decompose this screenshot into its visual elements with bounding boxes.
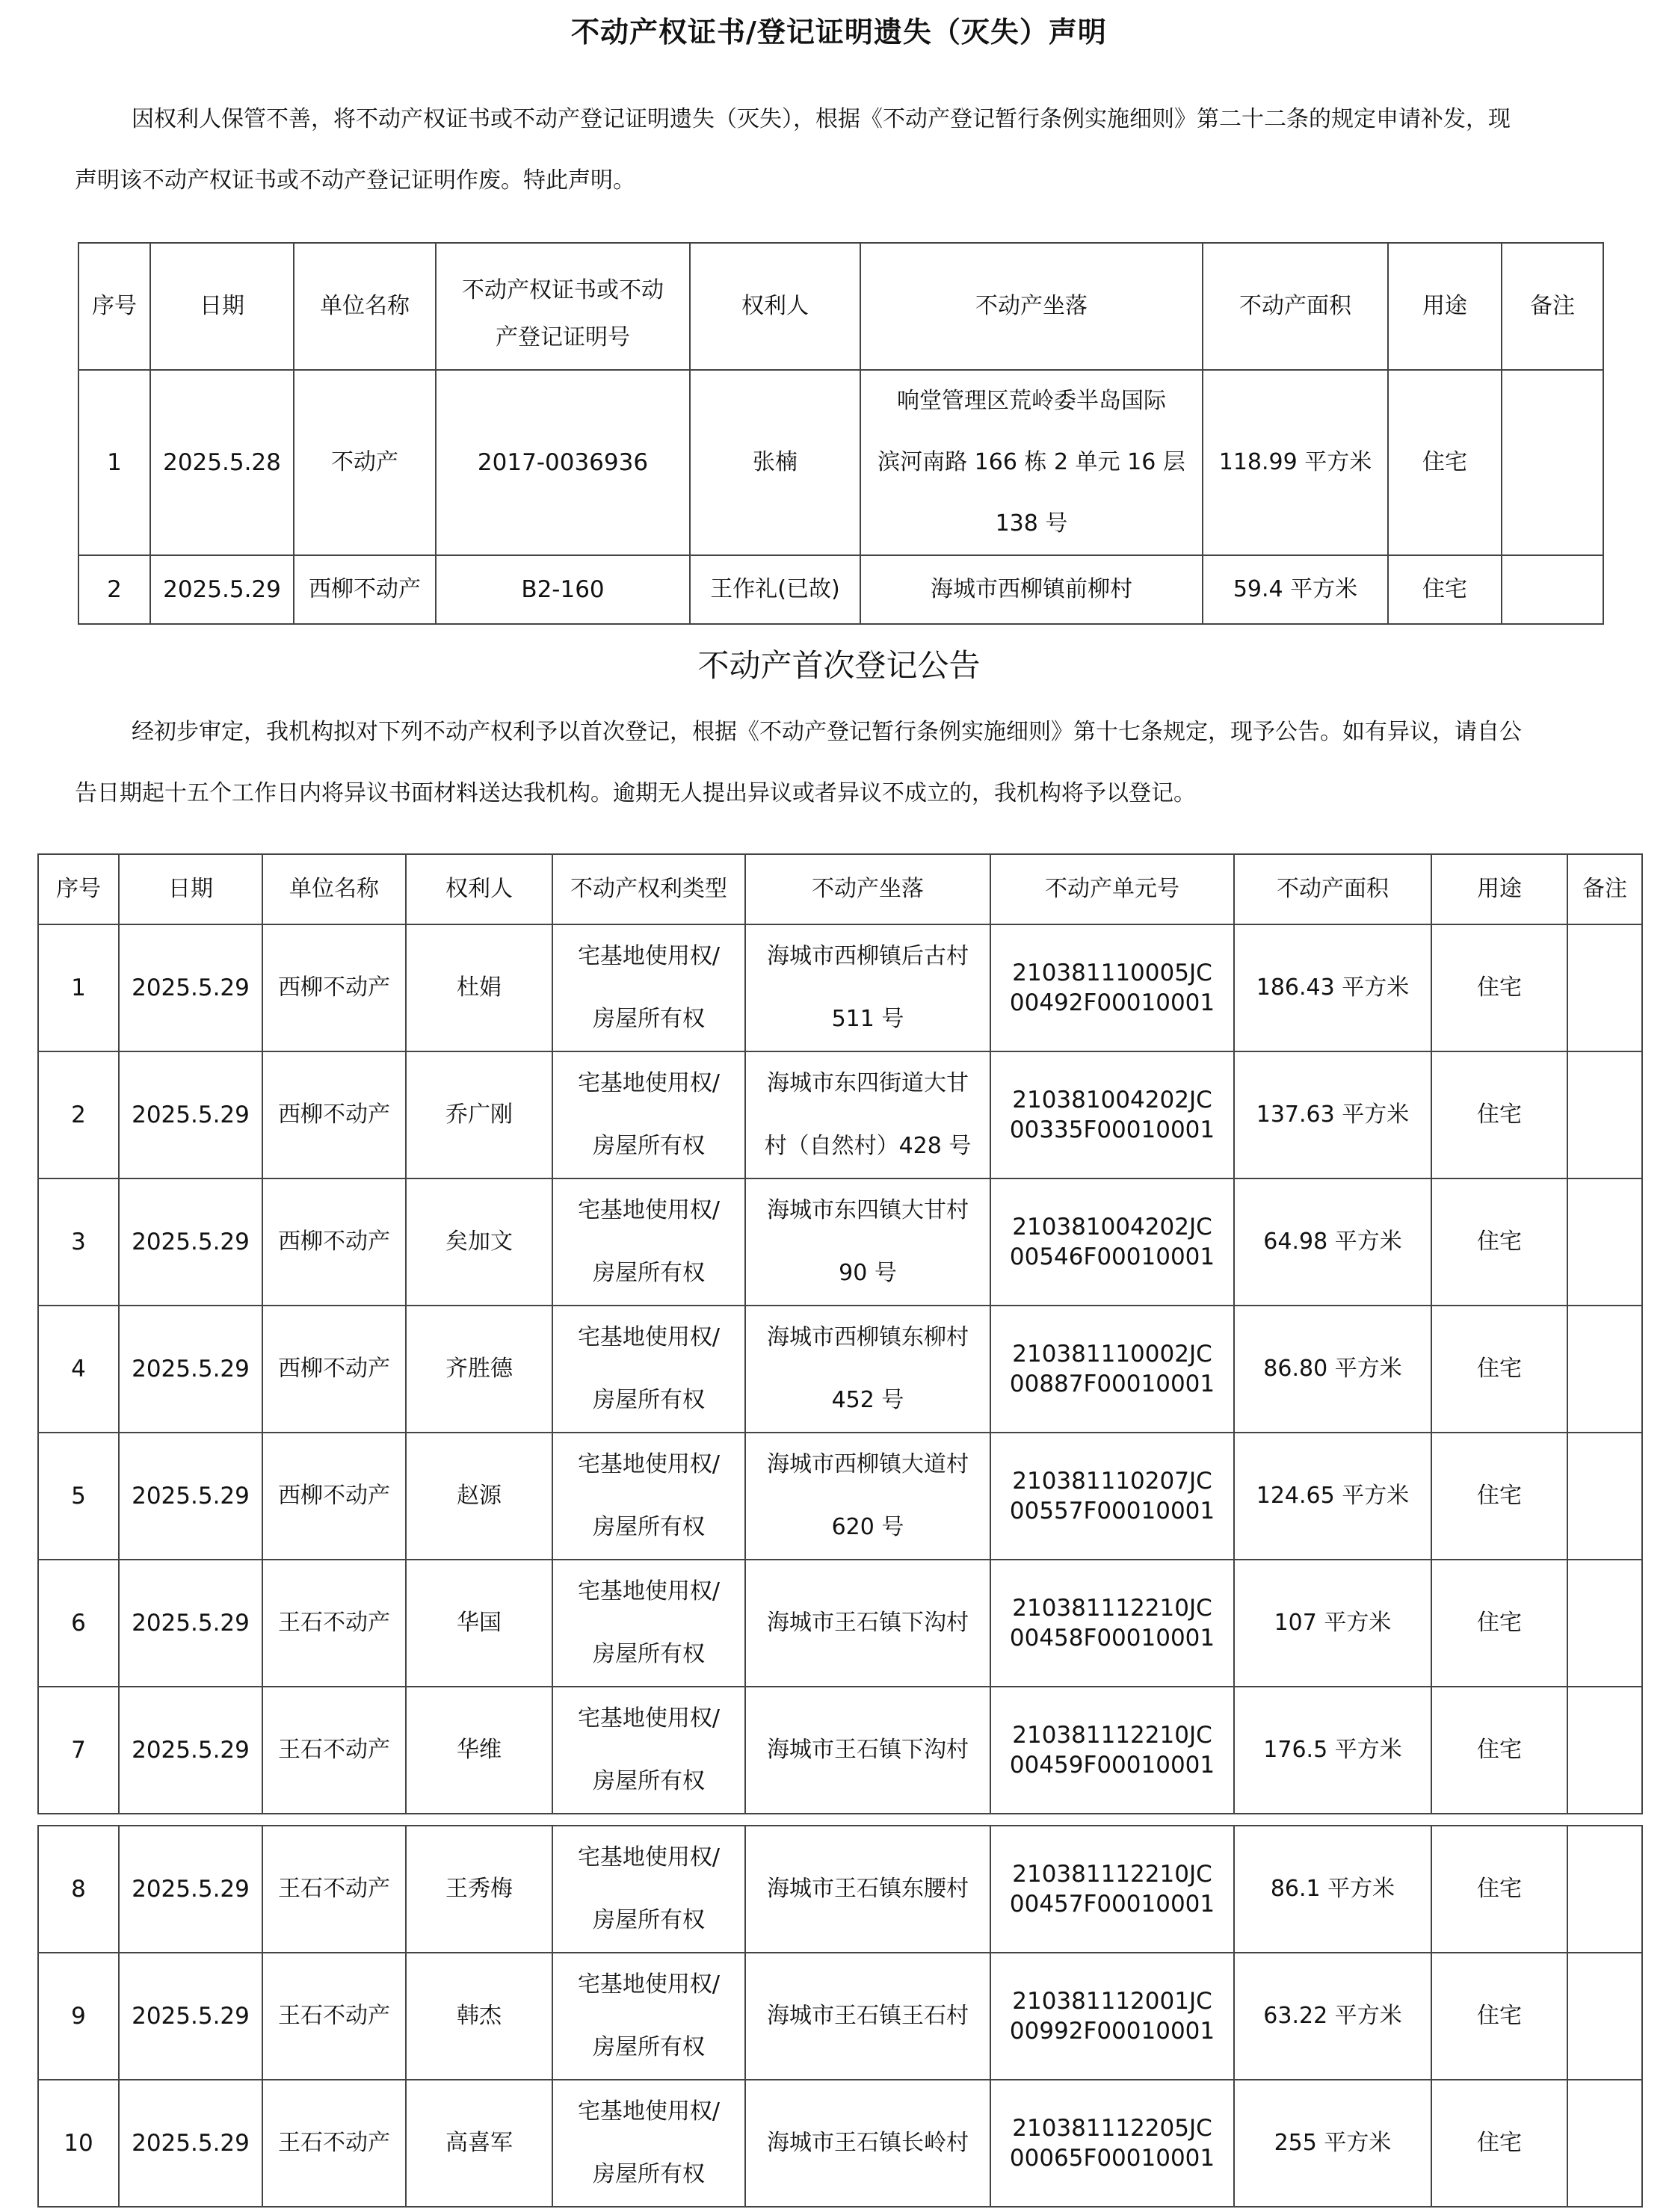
table-row [38, 1826, 1642, 1953]
header-cert-no [436, 243, 690, 370]
cell-right-type-line2: 房屋所有权 [593, 1514, 705, 1540]
cell-holder: 华国 [406, 1560, 552, 1687]
cell-note [1567, 1560, 1642, 1687]
cell-date: 2025.5.29 [150, 555, 294, 624]
first-registration-table [37, 853, 1643, 1814]
cell-unit-no [990, 1687, 1234, 1814]
loss-declaration-paragraph-line2 [75, 149, 1614, 212]
cell-area: 59.4 平方米 [1203, 555, 1388, 624]
cell-unit: 西柳不动产 [262, 1178, 406, 1306]
cell-location-line1: 海城市西柳镇大道村 [767, 1451, 969, 1477]
cell-seq: 4 [38, 1306, 119, 1433]
cell-unit-no [990, 1953, 1234, 2080]
cell-right-type [552, 924, 745, 1051]
cell-holder: 杜娟 [406, 924, 552, 1051]
cell-note [1567, 1953, 1642, 2080]
cell-unit: 西柳不动产 [262, 1306, 406, 1433]
table-row [38, 1433, 1642, 1560]
cell-note [1567, 1178, 1642, 1306]
header-note: 备注 [1567, 854, 1642, 924]
loss-declaration-text-2: 声明该不动产权证书或不动产登记证明作废。特此声明。 [75, 167, 635, 194]
cell-use: 住宅 [1431, 1051, 1567, 1178]
cell-unit: 西柳不动产 [262, 924, 406, 1051]
first-registration-text-1: 经初步审定，我机构拟对下列不动产权利予以首次登记，根据《不动产登记暂行条例实施细则》第十七条规定，现予公告。如有异议，请自公 [132, 719, 1522, 745]
cell-right-type-line1: 宅基地使用权/ [577, 1971, 721, 1998]
first-registration-title: 不动产首次登记公告 [697, 647, 981, 684]
cell-note [1567, 1433, 1642, 1560]
cell-location-line1: 响堂管理区荒岭委半岛国际 [897, 388, 1166, 414]
cell-unit-no-line1: 210381110005JC [1012, 960, 1212, 986]
table-row [78, 370, 1603, 555]
cell-unit-no-line2: 00992F00010001 [1009, 2018, 1215, 2045]
cell-location [745, 924, 990, 1051]
cell-unit-no [990, 1306, 1234, 1433]
table-row [38, 924, 1642, 1051]
header-area: 不动产面积 [1203, 243, 1388, 370]
loss-declaration-table [78, 242, 1604, 625]
cell-location: 海城市王石镇东腰村 [745, 1826, 990, 1953]
cell-seq: 1 [38, 924, 119, 1051]
cell-right-type-line2: 房屋所有权 [593, 1006, 705, 1032]
cell-right-type [552, 1687, 745, 1814]
cell-unit: 西柳不动产 [294, 555, 436, 624]
cell-holder: 韩杰 [406, 1953, 552, 2080]
cell-right-type [552, 1826, 745, 1953]
cell-unit-no-line1: 210381110002JC [1012, 1341, 1212, 1368]
cell-unit-no-line2: 00457F00010001 [1009, 1891, 1215, 1918]
cell-location-line2: 452 号 [831, 1387, 904, 1413]
cell-unit: 王石不动产 [262, 1687, 406, 1814]
header-cert-no-line1: 不动产权证书或不动 [462, 277, 664, 303]
header-use: 用途 [1388, 243, 1502, 370]
cell-unit-no [990, 1178, 1234, 1306]
table-row [38, 1687, 1642, 1814]
header-date: 日期 [119, 854, 262, 924]
cell-unit: 西柳不动产 [262, 1433, 406, 1560]
first-registration-paragraph-line1 [75, 701, 1614, 764]
cell-date: 2025.5.29 [119, 1826, 262, 1953]
cell-date: 2025.5.29 [119, 1051, 262, 1178]
cell-date: 2025.5.29 [119, 2080, 262, 2207]
header-area: 不动产面积 [1234, 854, 1431, 924]
cell-unit-no [990, 2080, 1234, 2207]
cell-seq: 6 [38, 1560, 119, 1687]
loss-declaration-paragraph-line1 [75, 88, 1614, 151]
header-cert-no-line2: 产登记证明号 [496, 324, 630, 350]
cell-use: 住宅 [1431, 1433, 1567, 1560]
cell-right-type-line1: 宅基地使用权/ [577, 943, 721, 969]
table-row [38, 1560, 1642, 1687]
header-use: 用途 [1431, 854, 1567, 924]
cell-use: 住宅 [1431, 1560, 1567, 1687]
first-registration-paragraph-line2 [75, 762, 1614, 825]
cell-unit-no-line2: 00887F00010001 [1009, 1371, 1215, 1397]
table-header-row [38, 854, 1642, 924]
cell-date: 2025.5.29 [119, 1433, 262, 1560]
cell-use: 住宅 [1431, 1178, 1567, 1306]
cell-holder: 王秀梅 [406, 1826, 552, 1953]
cell-cert-no: B2-160 [436, 555, 690, 624]
cell-unit: 王石不动产 [262, 1953, 406, 2080]
cell-location [745, 1306, 990, 1433]
cell-location-line2: 620 号 [831, 1514, 904, 1540]
cell-holder: 乔广刚 [406, 1051, 552, 1178]
cell-location-line2: 90 号 [839, 1260, 897, 1286]
cell-unit: 西柳不动产 [262, 1051, 406, 1178]
cell-area: 186.43 平方米 [1234, 924, 1431, 1051]
cell-area: 107 平方米 [1234, 1560, 1431, 1687]
cell-right-type-line1: 宅基地使用权/ [577, 1705, 721, 1731]
cell-note [1567, 924, 1642, 1051]
header-unit-no: 不动产单元号 [990, 854, 1234, 924]
cell-right-type-line2: 房屋所有权 [593, 2161, 705, 2187]
cell-right-type-line1: 宅基地使用权/ [577, 1324, 721, 1350]
cell-use: 住宅 [1431, 1826, 1567, 1953]
cell-date: 2025.5.28 [150, 370, 294, 555]
cell-unit-no-line2: 00065F00010001 [1009, 2145, 1215, 2172]
cell-seq: 5 [38, 1433, 119, 1560]
cell-seq: 9 [38, 1953, 119, 2080]
cell-right-type [552, 1178, 745, 1306]
cell-unit-no [990, 1560, 1234, 1687]
cell-location-line2: 511 号 [831, 1006, 904, 1032]
cell-unit-no-line1: 210381112210JC [1012, 1861, 1212, 1888]
table-header-row [78, 243, 1603, 370]
cell-location: 海城市王石镇长岭村 [745, 2080, 990, 2207]
cell-seq: 10 [38, 2080, 119, 2207]
cell-holder: 王作礼(已故) [690, 555, 860, 624]
first-registration-text-2: 告日期起十五个工作日内将异议书面材料送达我机构。逾期无人提出异议或者异议不成立的，我机构将予以登记。 [75, 780, 1196, 806]
cell-location: 海城市王石镇下沟村 [745, 1560, 990, 1687]
cell-seq: 2 [38, 1051, 119, 1178]
cell-holder: 张楠 [690, 370, 860, 555]
cell-right-type-line2: 房屋所有权 [593, 1387, 705, 1413]
cell-right-type-line1: 宅基地使用权/ [577, 1197, 721, 1223]
cell-use: 住宅 [1388, 370, 1502, 555]
cell-location [860, 370, 1203, 555]
cell-location-line1: 海城市西柳镇后古村 [767, 943, 969, 969]
cell-seq: 8 [38, 1826, 119, 1953]
cell-unit-no-line2: 00458F00010001 [1009, 1625, 1215, 1652]
cell-unit-no-line2: 00557F00010001 [1009, 1498, 1215, 1524]
cell-right-type [552, 2080, 745, 2207]
header-unit: 单位名称 [294, 243, 436, 370]
cell-location: 海城市西柳镇前柳村 [860, 555, 1203, 624]
cell-date: 2025.5.29 [119, 1178, 262, 1306]
cell-location-line1: 海城市东四镇大甘村 [767, 1197, 969, 1223]
table-row [38, 2080, 1642, 2207]
cell-area: 86.1 平方米 [1234, 1826, 1431, 1953]
cell-holder: 齐胜德 [406, 1306, 552, 1433]
cell-right-type-line2: 房屋所有权 [593, 1133, 705, 1159]
cell-unit: 不动产 [294, 370, 436, 555]
cell-unit: 王石不动产 [262, 1826, 406, 1953]
cell-seq: 2 [78, 555, 150, 624]
cell-right-type-line2: 房屋所有权 [593, 2034, 705, 2060]
loss-declaration-title: 不动产权证书/登记证明遗失（灭失）声明 [571, 16, 1107, 49]
table-row [38, 1306, 1642, 1433]
cell-unit-no-line1: 210381112001JC [1012, 1988, 1212, 2015]
cell-unit-no-line1: 210381110207JC [1012, 1468, 1212, 1495]
cell-date: 2025.5.29 [119, 1306, 262, 1433]
cell-unit-no-line2: 00546F00010001 [1009, 1244, 1215, 1270]
cell-area: 137.63 平方米 [1234, 1051, 1431, 1178]
cell-location-line3: 138 号 [995, 510, 1068, 537]
cell-seq: 1 [78, 370, 150, 555]
cell-note [1567, 2080, 1642, 2207]
loss-declaration-text-1: 因权利人保管不善，将不动产权证书或不动产登记证明遗失（灭失），根据《不动产登记暂行条例实施细则》第二十二条的规定申请补发，现 [132, 106, 1511, 132]
header-location: 不动产坐落 [860, 243, 1203, 370]
cell-use: 住宅 [1431, 924, 1567, 1051]
cell-right-type-line2: 房屋所有权 [593, 1641, 705, 1667]
cell-note [1567, 1826, 1642, 1953]
cell-use: 住宅 [1431, 1953, 1567, 2080]
cell-seq: 3 [38, 1178, 119, 1306]
cell-area: 118.99 平方米 [1203, 370, 1388, 555]
cell-holder: 赵源 [406, 1433, 552, 1560]
cell-right-type [552, 1051, 745, 1178]
cell-use: 住宅 [1431, 1306, 1567, 1433]
cell-use: 住宅 [1431, 2080, 1567, 2207]
cell-unit-no-line2: 00492F00010001 [1009, 989, 1215, 1016]
table-row [38, 1953, 1642, 2080]
cell-right-type-line2: 房屋所有权 [593, 1260, 705, 1286]
cell-note [1567, 1051, 1642, 1178]
cell-unit: 王石不动产 [262, 1560, 406, 1687]
cell-unit-no-line1: 210381112205JC [1012, 2115, 1212, 2142]
cell-note [1567, 1306, 1642, 1433]
cell-seq: 7 [38, 1687, 119, 1814]
cell-date: 2025.5.29 [119, 924, 262, 1051]
header-holder: 权利人 [690, 243, 860, 370]
cell-area: 176.5 平方米 [1234, 1687, 1431, 1814]
cell-date: 2025.5.29 [119, 1560, 262, 1687]
cell-area: 63.22 平方米 [1234, 1953, 1431, 2080]
cell-area: 64.98 平方米 [1234, 1178, 1431, 1306]
cell-location [745, 1051, 990, 1178]
cell-location-line2: 村（自然村）428 号 [764, 1133, 972, 1159]
cell-date: 2025.5.29 [119, 1953, 262, 2080]
cell-note [1567, 1687, 1642, 1814]
cell-cert-no: 2017-0036936 [436, 370, 690, 555]
cell-right-type [552, 1560, 745, 1687]
cell-note [1502, 555, 1603, 624]
cell-holder: 高喜军 [406, 2080, 552, 2207]
header-date: 日期 [150, 243, 294, 370]
header-seq: 序号 [38, 854, 119, 924]
cell-unit-no-line1: 210381112210JC [1012, 1595, 1212, 1622]
cell-right-type-line1: 宅基地使用权/ [577, 1451, 721, 1477]
cell-unit-no-line1: 210381004202JC [1012, 1214, 1212, 1241]
cell-area: 86.80 平方米 [1234, 1306, 1431, 1433]
cell-right-type-line2: 房屋所有权 [593, 1768, 705, 1794]
cell-area: 255 平方米 [1234, 2080, 1431, 2207]
cell-location [745, 1178, 990, 1306]
cell-note [1502, 370, 1603, 555]
header-location: 不动产坐落 [745, 854, 990, 924]
cell-location-line1: 海城市东四街道大甘 [767, 1070, 969, 1096]
cell-unit-no-line1: 210381004202JC [1012, 1087, 1212, 1113]
cell-unit-no [990, 924, 1234, 1051]
cell-unit-no-line2: 00335F00010001 [1009, 1116, 1215, 1143]
cell-right-type [552, 1306, 745, 1433]
cell-right-type-line2: 房屋所有权 [593, 1907, 705, 1933]
cell-location: 海城市王石镇王石村 [745, 1953, 990, 2080]
cell-date: 2025.5.29 [119, 1687, 262, 1814]
first-registration-table-continued [37, 1825, 1643, 2208]
cell-unit-no-line1: 210381112210JC [1012, 1722, 1212, 1749]
cell-right-type [552, 1433, 745, 1560]
cell-location-line1: 海城市西柳镇东柳村 [767, 1324, 969, 1350]
header-holder: 权利人 [406, 854, 552, 924]
cell-location-line2: 滨河南路 166 栋 2 单元 16 层 [877, 449, 1185, 475]
table-row [38, 1178, 1642, 1306]
cell-unit: 王石不动产 [262, 2080, 406, 2207]
cell-holder: 矣加文 [406, 1178, 552, 1306]
cell-use: 住宅 [1431, 1687, 1567, 1814]
table-row [38, 1051, 1642, 1178]
cell-unit-no [990, 1051, 1234, 1178]
cell-right-type-line1: 宅基地使用权/ [577, 1578, 721, 1604]
table-row [78, 555, 1603, 624]
cell-unit-no-line2: 00459F00010001 [1009, 1752, 1215, 1779]
header-right-type: 不动产权利类型 [552, 854, 745, 924]
cell-right-type-line1: 宅基地使用权/ [577, 1844, 721, 1870]
header-seq: 序号 [78, 243, 150, 370]
cell-right-type [552, 1953, 745, 2080]
cell-location [745, 1433, 990, 1560]
cell-unit-no [990, 1433, 1234, 1560]
cell-area: 124.65 平方米 [1234, 1433, 1431, 1560]
cell-use: 住宅 [1388, 555, 1502, 624]
cell-right-type-line1: 宅基地使用权/ [577, 1070, 721, 1096]
cell-unit-no [990, 1826, 1234, 1953]
cell-right-type-line1: 宅基地使用权/ [577, 2098, 721, 2125]
header-note: 备注 [1502, 243, 1603, 370]
header-unit: 单位名称 [262, 854, 406, 924]
cell-location: 海城市王石镇下沟村 [745, 1687, 990, 1814]
cell-holder: 华维 [406, 1687, 552, 1814]
